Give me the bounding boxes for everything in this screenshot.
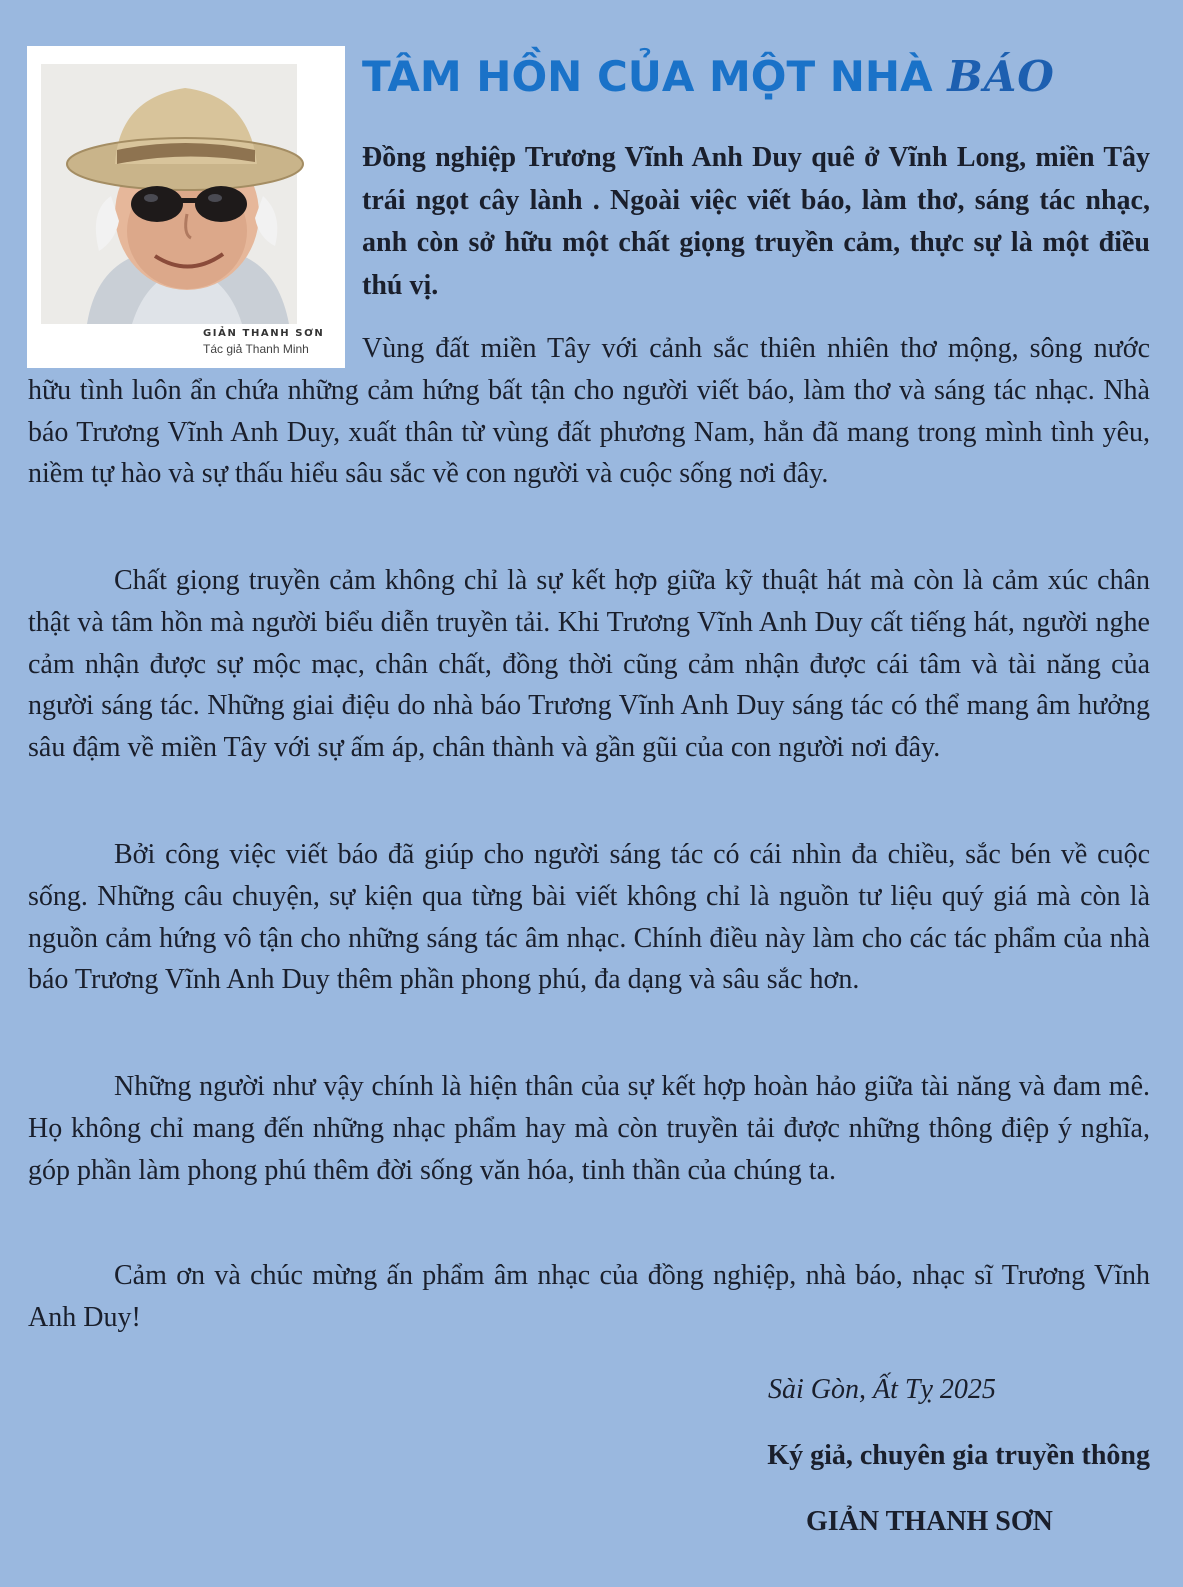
- article-paragraph: Cảm ơn và chúc mừng ấn phẩm âm nhạc của đồng nghiệp, nhà báo, nhạc sĩ Trương Vĩnh Anh Duy!: [28, 1260, 1150, 1333]
- article-title-accent: BÁO: [947, 52, 1055, 101]
- signature-place-date: Sài Gòn, Ất Tỵ 2025: [768, 1374, 996, 1405]
- portrait-caption-credit: Tác giả Thanh Minh: [203, 342, 309, 356]
- author-portrait: [27, 46, 345, 368]
- article-lead: Đồng nghiệp Trương Vĩnh Anh Duy quê ở Vĩnh Long, miền Tây trái ngọt cây lành . Ngoài việc viết báo, làm thơ, sáng tác nhạc, anh còn sở hữu một chất giọng truyền cảm, thực sự là một điều thú vị.: [362, 142, 1150, 301]
- portrait-caption-name: GIẢN THANH SƠN: [203, 328, 325, 339]
- portrait-illustration: [27, 46, 345, 368]
- article-paragraph: Chất giọng truyền cảm không chỉ là sự kết hợp giữa kỹ thuật hát mà còn là cảm xúc chân thật và tâm hồn mà người biểu diễn truyền tải. Khi Trương Vĩnh Anh Duy cất tiếng hát, người nghe cảm nhận được sự mộc mạc, chân chất, đồng thời cũng cảm nhận được cái tâm và tài năng của người sáng tác. Những giai điệu do nhà báo Trương Vĩnh Anh Duy sáng tác có thể mang âm hưởng sâu đậm về miền Tây với sự ấm áp, chân thành và gần gũi của con người nơi đây.: [28, 565, 1150, 764]
- article-title-main: TÂM HỒN CỦA MỘT NHÀ: [362, 52, 933, 101]
- article-title: [362, 52, 1055, 101]
- article-paragraph: Vùng đất miền Tây với cảnh sắc thiên nhiên thơ mộng, sông nước hữu tình luôn ẩn chứa những cảm hứng bất tận cho người viết báo, làm thơ và sáng tác nhạc. Nhà báo Trương Vĩnh Anh Duy, xuất thân từ vùng đất phương Nam, hẳn đã mang trong mình tình yêu, niềm tự hào và sự thấu hiểu sâu sắc về con người và cuộc sống nơi đây.: [28, 333, 1150, 490]
- article-paragraph: Những người như vậy chính là hiện thân của sự kết hợp hoàn hảo giữa tài năng và đam mê. Họ không chỉ mang đến những nhạc phẩm hay mà còn truyền tải được những thông điệp ý nghĩa, góp phần làm phong phú thêm đời sống văn hóa, tinh thần của chúng ta.: [28, 1071, 1150, 1186]
- signature-role: Ký giả, chuyên gia truyền thông: [767, 1440, 1150, 1471]
- signature-name: GIẢN THANH SƠN: [806, 1506, 1053, 1537]
- article-paragraph: Bởi công việc viết báo đã giúp cho người sáng tác có cái nhìn đa chiều, sắc bén về cuộc sống. Những câu chuyện, sự kiện qua từng bài viết không chỉ là nguồn tư liệu quý giá mà còn là nguồn cảm hứng vô tận cho những sáng tác âm nhạc. Chính điều này làm cho các tác phẩm của nhà báo Trương Vĩnh Anh Duy thêm phần phong phú, đa dạng và sâu sắc hơn.: [28, 839, 1150, 996]
